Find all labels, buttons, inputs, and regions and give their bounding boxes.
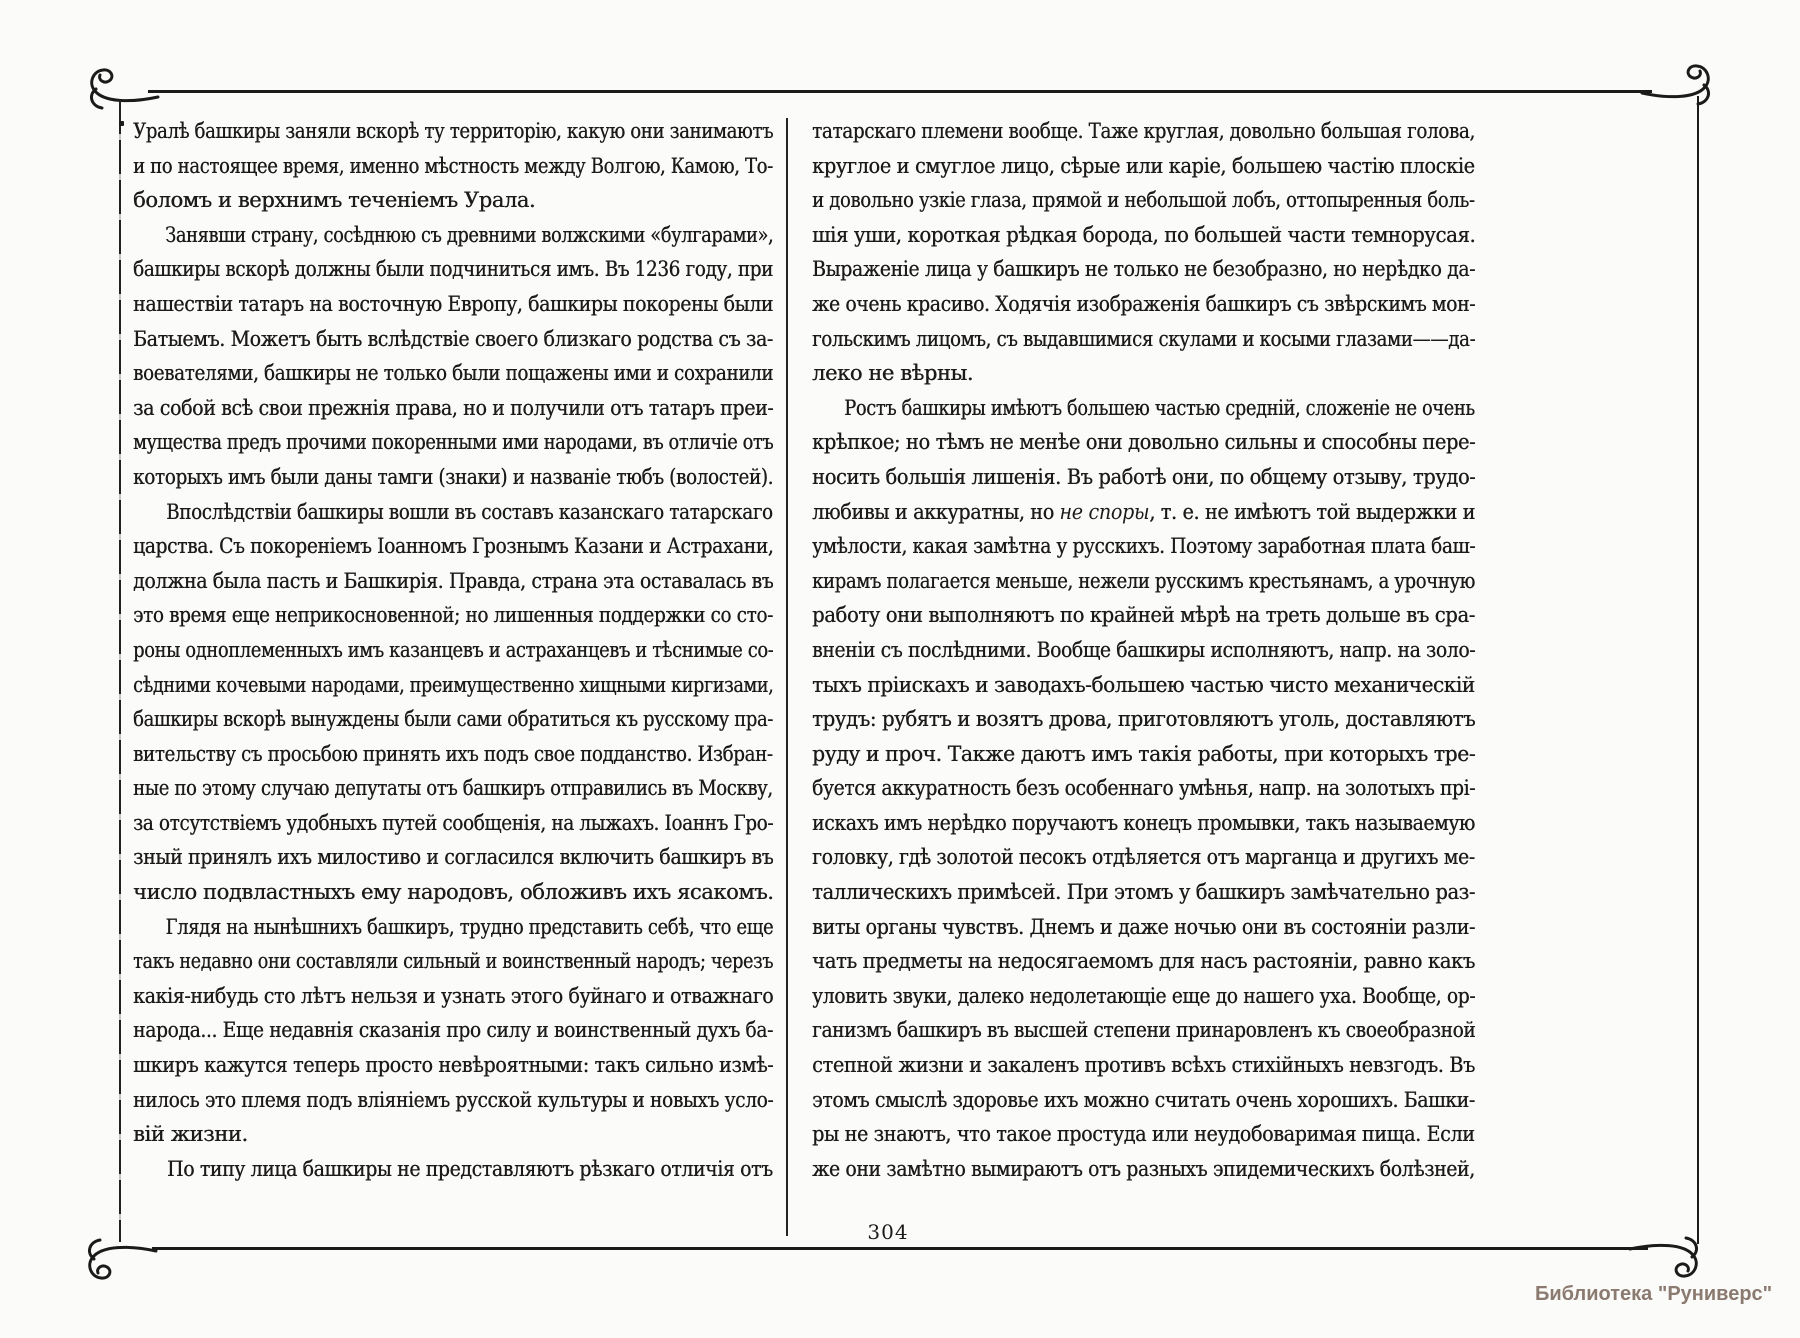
text-line: уловить звуки, далеко недолетающіе еще до нашего уха. Вообще, ор- (812, 983, 1475, 1008)
text-line: этомъ смыслѣ здоровье ихъ можно считать очень хорошихъ. Башки- (812, 1087, 1475, 1112)
text-line: круглое и смуглое лицо, сѣрые или каріе, большею частію плоскіе (812, 153, 1475, 178)
text-line: за отсутствіемъ удобныхъ путей сообщенія, на лыжахъ. Іоаннъ Гро- (133, 810, 773, 835)
text-line: тыхъ пріискахъ и заводахъ-большею частью чисто механическій (812, 672, 1475, 697)
column-divider (786, 118, 788, 1236)
text-line: боломъ и верхнимъ теченіемъ Урала. (133, 188, 536, 213)
text-line: мущества предъ прочими покоренными ими народами, въ отличіе отъ (133, 430, 773, 455)
text-line: Впослѣдствіи башкиры вошли въ составъ казанскаго татарскаго (166, 499, 773, 524)
text-line: татарскаго племени вообще. Таже круглая, довольно большая голова, (812, 119, 1475, 143)
text-line: ганизмъ башкиръ въ высшей степени принаровленъ къ своеобразной (812, 1018, 1475, 1043)
text-line: гольскимъ лицомъ, съ выдавшимися скулами и косыми глазами——да- (812, 326, 1475, 351)
text-line: леко не вѣрны. (812, 361, 974, 386)
text-line: ры не знаютъ, что такое простуда или неудобоваримая пища. Если (812, 1122, 1475, 1147)
corner-flourish-bottom-right-icon (1628, 1236, 1704, 1284)
margin-bullet (119, 121, 124, 126)
text-line: вій жизни. (133, 1122, 248, 1147)
text-line: головку, гдѣ золотой песокъ отдѣляется отъ марганца и другихъ ме- (812, 845, 1475, 870)
text-line: любивы и аккуратны, но не споры, т. е. не имѣютъ той выдержки и (812, 499, 1475, 524)
text-line: Батыемъ. Можетъ быть вслѣдствіе своего близкаго родства съ за- (133, 326, 773, 351)
text-line: виты органы чувствъ. Днемъ и даже ночью они въ состояніи разли- (812, 914, 1475, 939)
text-line: вненіи съ послѣдними. Вообще башкиры исполняютъ, напр. на золо- (812, 637, 1475, 662)
text-line: кирамъ полагается меньше, нежели русскимъ крестьянамъ, а урочную (812, 568, 1475, 593)
watermark: Библиотека "Руниверс" (1535, 1283, 1773, 1305)
bottom-border-rule (152, 1247, 1648, 1250)
top-border-rule (148, 90, 1652, 93)
text-line: число подвластныхъ ему народовъ, обложивъ ихъ ясакомъ. (133, 880, 773, 905)
text-line: руду и проч. Также даютъ имъ такія работы, при которыхъ тре- (812, 741, 1475, 766)
text-line: чать предметы на недосягаемомъ для насъ растояніи, равно какъ (812, 949, 1475, 974)
corner-flourish-top-right-icon (1640, 58, 1716, 106)
text-line: зный принялъ ихъ милостиво и согласился включить башкиръ въ (133, 845, 773, 870)
text-line: и по настоящее время, именно мѣстность между Волгою, Камою, То- (133, 153, 773, 178)
text-line: носить большія лишенія. Въ работѣ они, по общему отзыву, трудо- (812, 464, 1475, 489)
text-line: такъ недавно они составляли сильный и воинственный народъ; черезъ (133, 949, 773, 974)
text-line: башкиры вскорѣ вынуждены были сами обратиться къ русскому пра- (133, 707, 773, 732)
text-line: народа... Еще недавнія сказанія про силу и воинственный духъ ба- (133, 1018, 773, 1043)
text-line: же очень красиво. Ходячія изображенія башкиръ съ звѣрскимъ мон- (812, 291, 1475, 316)
text-line: Уралѣ башкиры заняли вскорѣ ту территорію, какую они занимаютъ (133, 119, 773, 143)
text-line: шія уши, короткая рѣдкая борода, по большей части темнорусая. (812, 222, 1475, 247)
text-line: это время еще неприкосновенной; но лишенныя поддержки со сто- (133, 603, 773, 628)
text-line: буется аккуратность безъ особеннаго умѣнья, напр. на золотыхъ прі- (812, 776, 1475, 801)
text-line: какія-нибудь сто лѣтъ нельзя и узнать этого буйнаго и отважнаго (133, 983, 773, 1008)
text-line: работу они выполняютъ по крайней мѣрѣ на треть дольше въ сра- (812, 603, 1475, 628)
text-line: крѣпкое; но тѣмъ не менѣе они довольно сильны и способны пере- (812, 430, 1475, 455)
left-text-column (133, 114, 773, 1186)
text-line: за собой всѣ свои прежнія права, но и получили отъ татаръ преи- (133, 395, 773, 420)
text-line: умѣлости, какая замѣтна у русскихъ. Поэтому заработная плата баш- (812, 534, 1475, 559)
text-line: царства. Съ покореніемъ Іоанномъ Грознымъ Казани и Астрахани, (133, 534, 773, 559)
text-line: По типу лица башкиры не представляютъ рѣзкаго отличія отъ (167, 1156, 773, 1181)
text-line: Глядя на нынѣшнихъ башкиръ, трудно представить себѣ, что еще (165, 914, 773, 939)
corner-flourish-top-left-icon (84, 62, 160, 110)
text-line: нашествіи татаръ на восточную Европу, башкиры покорены были (133, 291, 773, 316)
text-line: искахъ имъ нерѣдко поручаютъ конецъ промывки, такъ называемую (812, 810, 1475, 835)
text-line: Занявши страну, сосѣднюю съ древними волжскими «булгарами», (165, 222, 773, 247)
text-line: роны одноплеменныхъ имъ казанцевъ и астраханцевъ и тѣснимые со- (133, 637, 773, 662)
text-line: нилось это племя подъ вліяніемъ русской культуры и новыхъ усло- (133, 1087, 773, 1112)
right-text-column (812, 114, 1475, 1186)
text-line: должна была пасть и Башкирія. Правда, страна эта оставалась въ (133, 568, 773, 593)
text-line: воевателями, башкиры не только были пощажены ими и сохранили (133, 361, 773, 386)
text-line: ные по этому случаю депутаты отъ башкиръ отправились въ Москву, (133, 776, 773, 801)
text-line: Ростъ башкиры имѣютъ большею частью средній, сложеніе не очень (844, 395, 1475, 420)
text-line: башкиры вскорѣ должны были подчиниться имъ. Въ 1236 году, при (133, 257, 773, 282)
text-line: и довольно узкіе глаза, прямой и небольшой лобъ, оттопыренныя боль- (812, 188, 1475, 213)
page-number: 304 (867, 1220, 909, 1244)
text-line: которыхъ имъ были даны тамги (знаки) и названіе тюбъ (волостей). (133, 464, 773, 489)
text-line: таллическихъ примѣсей. При этомъ у башкиръ замѣчательно раз- (812, 880, 1475, 905)
text-line: вительству съ просьбою принять ихъ подъ свое подданство. Избран- (133, 741, 773, 766)
text-line: же они замѣтно вымираютъ отъ разныхъ эпидемическихъ болѣзней, (812, 1156, 1475, 1181)
right-border-rule (1697, 96, 1699, 1244)
corner-flourish-bottom-left-icon (82, 1238, 158, 1286)
text-line: шкиръ кажутся теперь просто невѣроятными: такъ сильно измѣ- (133, 1053, 773, 1078)
text-line: сѣдними кочевыми народами, преимущественно хищными киргизами, (133, 672, 773, 697)
text-line: степной жизни и закаленъ противъ всѣхъ стихійныхъ невзгодъ. Въ (812, 1053, 1475, 1078)
text-line: трудъ: рубятъ и возятъ дрова, приготовляютъ уголь, доставляютъ (812, 707, 1475, 732)
text-line: Выраженіе лица у башкиръ не только не безобразно, но нерѣдко да- (812, 257, 1475, 282)
left-border-rule (119, 100, 121, 1242)
